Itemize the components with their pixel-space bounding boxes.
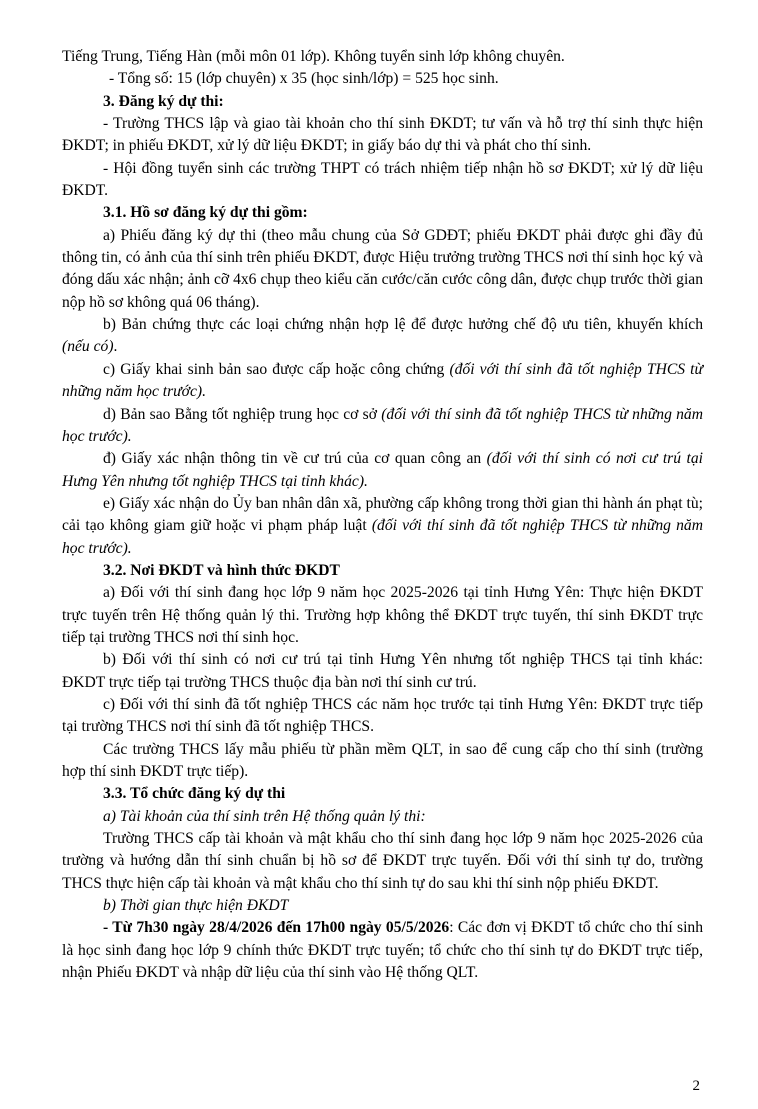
- text-span: : Các đơn vị ĐKDT tổ chức cho thí sinh là học sinh đang học lớp 9 chính thức ĐKDT trực tuyến; tổ chức cho thí sinh tự do ĐKDT trực tiếp, nhận Phiếu ĐKDT và nhập dữ liệu của thí sinh vào Hệ thống QLT.: [62, 919, 703, 982]
- paragraph: - Hội đồng tuyển sinh các trường THPT có trách nhiệm tiếp nhận hồ sơ ĐKDT; xử lý dữ liệu ĐKDT.: [62, 159, 703, 200]
- text-span: b) Bản chứng thực các loại chứng nhận hợp lệ để được hưởng chế độ ưu tiên, khuyến khích: [103, 316, 703, 334]
- section-heading: 3.1. Hồ sơ đăng ký dự thi gồm:: [103, 204, 308, 222]
- paragraph: Tiếng Trung, Tiếng Hàn (mỗi môn 01 lớp). Không tuyển sinh lớp không chuyên.: [62, 48, 565, 65]
- section-heading: 3.3. Tổ chức đăng ký dự thi: [103, 785, 286, 803]
- italic-note: (đối với thí sinh đã tốt nghiệp THCS từ những năm học trước).: [62, 360, 703, 401]
- paragraph: - Trường THCS lập và giao tài khoản cho thí sinh ĐKDT; tư vấn và hỗ trợ thí sinh thực hiện ĐKDT; in phiếu ĐKDT, xử lý dữ liệu ĐKDT; in giấy báo dự thi và phát cho thí sinh.: [62, 115, 703, 155]
- bold-date-range: - Từ 7h30 ngày 28/4/2026 đến 17h00 ngày 05/5/2026: [103, 919, 450, 937]
- paragraph: [62, 493, 703, 560]
- paragraph: Trường THCS cấp tài khoản và mật khẩu cho thí sinh đang học lớp 9 năm học 2025-2026 của trường và hướng dẫn thí sinh chuẩn bị hồ sơ để ĐKDT trực tuyến. Đối với thí sinh tự do, trường THCS thực hiện cấp tài khoản và mật khẩu cho thí sinh tự do sau khi thí sinh nộp phiếu ĐKDT.: [62, 830, 703, 892]
- paragraph: [62, 448, 703, 493]
- page-number: 2: [692, 1078, 700, 1094]
- paragraph: [62, 404, 703, 449]
- section-heading: 3.2. Nơi ĐKDT và hình thức ĐKDT: [103, 561, 340, 579]
- paragraph: [62, 314, 703, 359]
- text-span: c) Giấy khai sinh bản sao được cấp hoặc công chứng: [103, 360, 450, 378]
- italic-note: (đối với thí sinh đã tốt nghiệp THCS từ những năm học trước).: [62, 517, 703, 557]
- italic-note: (nếu có): [62, 338, 114, 356]
- text-span: d) Bản sao Bằng tốt nghiệp trung học cơ sở: [103, 405, 382, 423]
- section-heading: 3. Đăng ký dự thi:: [103, 92, 224, 110]
- document-body: [62, 46, 703, 984]
- text-span: e) Giấy xác nhận do Ủy ban nhân dân xã, phường cấp không trong thời gian thi hành án phạt tù; cải tạo không giam giữ hoặc vi phạm pháp luật: [62, 494, 703, 535]
- subheading: b) Thời gian thực hiện ĐKDT: [103, 897, 289, 915]
- text-span: đ) Giấy xác nhận thông tin về cư trú của cơ quan công an: [103, 450, 487, 468]
- italic-note: (đối với thí sinh đã tốt nghiệp THCS từ những năm học trước).: [62, 405, 703, 445]
- paragraph: b) Đối với thí sinh có nơi cư trú tại tỉnh Hưng Yên nhưng tốt nghiệp THCS tại tỉnh khác: ĐKDT trực tiếp tại trường THCS thuộc địa bàn nơi thí sinh cư trú.: [62, 651, 703, 691]
- paragraph: [62, 917, 703, 984]
- paragraph: Các trường THCS lấy mẫu phiếu từ phần mềm QLT, in sao để cung cấp cho thí sinh (trường hợp thí sinh ĐKDT trực tiếp).: [62, 740, 703, 780]
- paragraph: a) Đối với thí sinh đang học lớp 9 năm học 2025-2026 tại tỉnh Hưng Yên: Thực hiện ĐKDT trực tuyến trên Hệ thống quản lý thi. Trường hợp không thể ĐKDT trực tuyến, thí sinh ĐKDT trực tiếp tại trường THCS nơi thí sinh học.: [62, 584, 703, 646]
- text-span: .: [113, 338, 118, 356]
- italic-note: (đối với thí sinh có nơi cư trú tại Hưng Yên nhưng tốt nghiệp THCS tại tỉnh khác).: [62, 450, 703, 490]
- paragraph: - Tổng số: 15 (lớp chuyên) x 35 (học sinh/lớp) = 525 học sinh.: [109, 70, 499, 88]
- paragraph: c) Đối với thí sinh đã tốt nghiệp THCS các năm học trước tại tỉnh Hưng Yên: ĐKDT trực tiếp tại trường THCS nơi thí sinh đã tốt nghiệp THCS.: [62, 695, 703, 736]
- paragraph: [62, 359, 703, 404]
- paragraph: a) Phiếu đăng ký dự thi (theo mẫu chung của Sở GDĐT; phiếu ĐKDT phải được ghi đầy đủ thông tin, có ảnh của thí sinh trên phiếu ĐKDT, được Hiệu trưởng trường THCS nơi thí sinh học ký và đóng dấu xác nhận; ảnh cỡ 4x6 chụp theo kiểu căn cước/căn cước công dân, được chụp trước thời gian nộp hồ sơ không quá 06 tháng).: [62, 226, 703, 311]
- subheading: a) Tài khoản của thí sinh trên Hệ thống quản lý thi:: [103, 807, 426, 825]
